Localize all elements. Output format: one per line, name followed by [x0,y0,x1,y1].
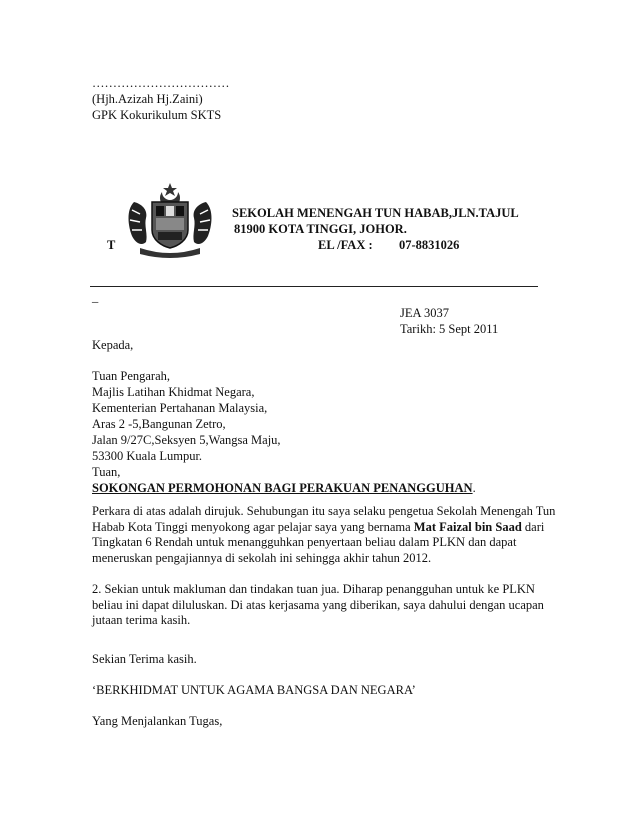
to-label: Kepada, [92,338,134,352]
tel-prefix: T [107,238,116,252]
signatory-name: (Hjh.Azizah Hj.Zaini) [92,92,203,106]
subject-period: . [472,481,476,495]
subject-line [92,481,476,496]
coat-of-arms-icon [120,180,220,260]
letter-date: Tarikh: 5 Sept 2011 [400,322,499,336]
body-paragraph-1 [92,504,562,566]
divider-tail: _ [92,290,99,304]
body-paragraph-2: 2. Sekian untuk makluman dan tindakan tuan jua. Diharap penangguhan untuk ke PLKN beliau ini dapat diluluskan. Di atas kerjasama yang diberikan, saya dahului dengan ucapan jutaan terima kasih. [92,582,544,627]
subject-text: SOKONGAN PERMOHONAN BAGI PERAKUAN PENANGGUHAN [92,481,473,495]
tel-fax-label: EL /FAX : [318,238,373,252]
signature-dots: …………………………… [92,76,230,90]
recipient-line: 53300 Kuala Lumpur. [92,449,203,463]
recipient-line: Jalan 9/27C,Seksyen 5,Wangsa Maju, [92,433,281,447]
closing-text: Sekian Terima kasih. [92,652,197,666]
recipient-line: Majlis Latihan Khidmat Negara, [92,385,255,399]
school-address: 81900 KOTA TINGGI, JOHOR. [234,222,407,236]
greeting: Tuan, [92,465,121,479]
motto: ‘BERKHIDMAT UNTUK AGAMA BANGSA DAN NEGARA’ [92,683,416,697]
student-name: Mat Faizal bin Saad [413,519,522,534]
paragraph-1-text-a: Perkara di atas adalah dirujuk. Sehubungan itu saya selaku pengetua Sekolah Menengah Tun Habab Kota Tinggi menyokong agar pelajar saya yang bernama [92,504,556,534]
reference-number: JEA 3037 [400,306,449,320]
signature-label: Yang Menjalankan Tugas, [92,714,223,728]
tel-fax-number: 07-8831026 [399,238,460,252]
recipient-line: Tuan Pengarah, [92,369,171,383]
letterhead-divider [90,286,538,287]
signatory-title: GPK Kokurikulum SKTS [92,108,222,122]
recipient-line: Aras 2 -5,Bangunan Zetro, [92,417,226,431]
recipient-line: Kementerian Pertahanan Malaysia, [92,401,268,415]
paragraph-1-text-b: dari Tingkatan 6 Rendah untuk menangguhkan penyertaan beliau dalam PLKN dan dapat meneruskan pengajiannya di sekolah ini sehingga akhir tahun 2012. [92,519,545,565]
school-name: SEKOLAH MENENGAH TUN HABAB,JLN.TAJUL [232,206,519,220]
